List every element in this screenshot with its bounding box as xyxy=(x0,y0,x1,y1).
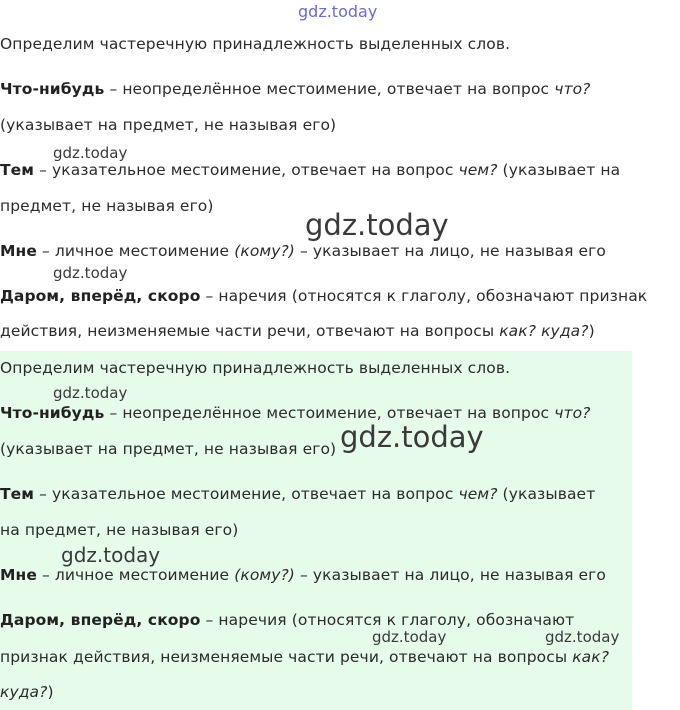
watermark-top: gdz.today xyxy=(298,2,378,21)
paragraph-4-line-3 xyxy=(0,681,54,703)
watermark-medium: gdz.today xyxy=(61,543,161,567)
paragraph-1-line-2: (указывает на предмет, не называя его) xyxy=(0,116,337,134)
definition-tail: (указывает xyxy=(497,485,596,503)
paragraph-2-line-1 xyxy=(0,159,620,181)
definition-text: – неопределённое местоимение, отвечает на вопрос xyxy=(104,80,555,98)
paragraph-1-line-2: (указывает на предмет, не называя его) xyxy=(0,440,337,458)
term-chto-nibud: Что-нибудь xyxy=(0,404,105,422)
paragraph-2-line-1 xyxy=(0,483,595,505)
paragraph-2-line-2: предмет, не называя его) xyxy=(0,197,214,215)
term-mne: Мне xyxy=(0,242,37,260)
watermark-small: gdz.today xyxy=(53,384,128,402)
definition-text: действия, неизменяемые части речи, отвечают на вопросы xyxy=(0,322,500,340)
watermark-small: gdz.today xyxy=(53,144,128,162)
term-darom-vperyod-skoro: Даром, вперёд, скоро xyxy=(0,287,201,305)
term-tem: Тем xyxy=(0,161,35,179)
question-text: как? xyxy=(572,648,610,666)
definition-tail: (указывает на xyxy=(497,161,621,179)
question-text: (кому?) xyxy=(234,242,295,260)
paragraph-4-line-2 xyxy=(0,646,609,668)
term-chto-nibud: Что-нибудь xyxy=(0,80,105,98)
watermark-large: gdz.today xyxy=(340,420,484,454)
paragraph-3-line-1 xyxy=(0,564,606,586)
question-text: (кому?) xyxy=(234,566,295,584)
term-tem: Тем xyxy=(0,485,35,503)
watermark-small: gdz.today xyxy=(372,628,447,646)
question-text: чем? xyxy=(458,161,498,179)
definition-tail: – указывает на лицо, не называя его xyxy=(294,566,606,584)
watermark-large: gdz.today xyxy=(305,208,449,242)
question-text: что? xyxy=(554,404,591,422)
paragraph-2-line-2: на предмет, не называя его) xyxy=(0,521,239,539)
question-text: чем? xyxy=(458,485,498,503)
watermark-small: gdz.today xyxy=(53,264,128,282)
watermark-small: gdz.today xyxy=(545,628,620,646)
definition-text: – неопределённое местоимение, отвечает на вопрос xyxy=(104,404,555,422)
term-darom-vperyod-skoro: Даром, вперёд, скоро xyxy=(0,611,201,629)
intro-text: Определим частеречную принадлежность выделенных слов. xyxy=(0,359,511,377)
definition-text: признак действия, неизменяемые части речи, отвечают на вопросы xyxy=(0,648,573,666)
definition-text: – личное местоимение xyxy=(36,242,235,260)
intro-text: Определим частеречную принадлежность выделенных слов. xyxy=(0,35,511,53)
paragraph-1-line-1 xyxy=(0,402,590,424)
paragraph-4-line-1 xyxy=(0,609,574,631)
question-text: куда? xyxy=(0,683,48,701)
definition-tail: – указывает на лицо, не называя его xyxy=(294,242,606,260)
definition-text: – наречия (относятся к глаголу, обозначают xyxy=(200,611,575,629)
term-mne: Мне xyxy=(0,566,37,584)
definition-text: – наречия (относятся к глаголу, обозначают признак xyxy=(200,287,648,305)
question-text: как? куда? xyxy=(499,322,589,340)
paragraph-4-line-1 xyxy=(0,285,647,307)
paragraph-3-line-1 xyxy=(0,240,606,262)
definition-text: – личное местоимение xyxy=(36,566,235,584)
closing-paren: ) xyxy=(47,683,54,701)
paragraph-4-line-2 xyxy=(0,320,595,342)
definition-text: – указательное местоимение, отвечает на вопрос xyxy=(34,485,459,503)
paragraph-1-line-1 xyxy=(0,78,590,100)
definition-text: – указательное местоимение, отвечает на вопрос xyxy=(34,161,459,179)
question-text: что? xyxy=(554,80,591,98)
closing-paren: ) xyxy=(588,322,595,340)
